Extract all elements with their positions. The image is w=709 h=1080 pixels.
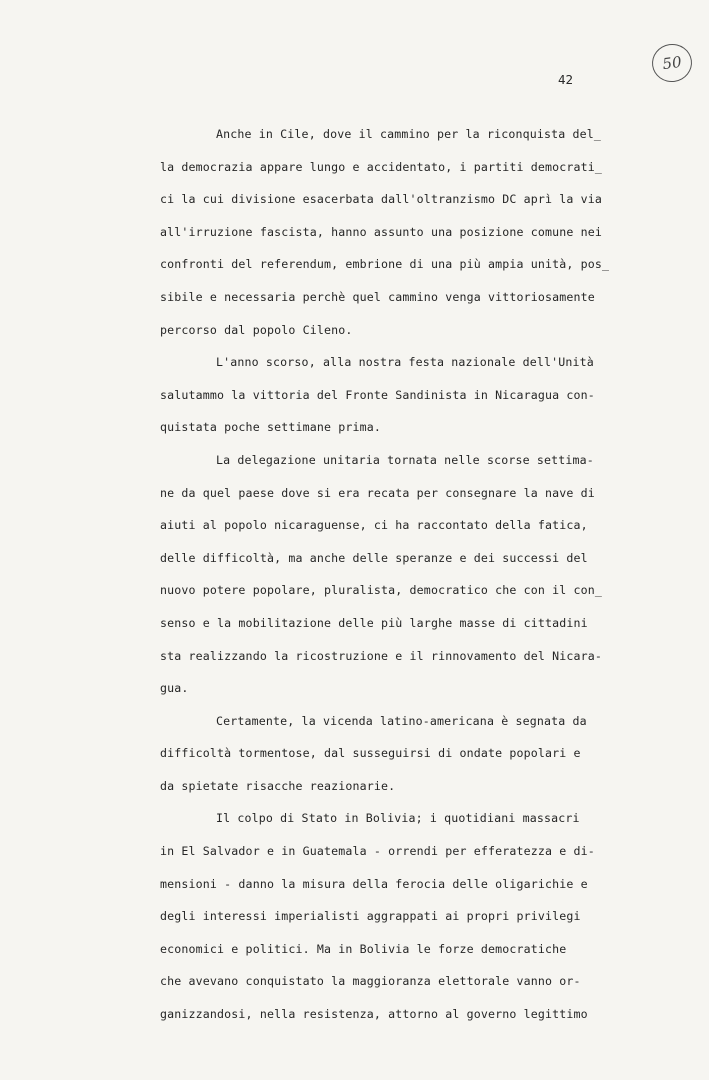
page-stamp: 50 bbox=[650, 41, 695, 84]
text-line: difficoltà tormentose, dal susseguirsi di ondate popolari e bbox=[160, 746, 581, 761]
text-line: confronti del referendum, embrione di una più ampia unità, pos_ bbox=[160, 257, 610, 272]
text-line: aiuti al popolo nicaraguense, ci ha raccontato della fatica, bbox=[160, 518, 588, 533]
text-line: L'anno scorso, alla nostra festa nazionale dell'Unità bbox=[216, 355, 594, 370]
text-line: ganizzandosi, nella resistenza, attorno al governo legittimo bbox=[160, 1007, 588, 1022]
text-line: delle difficoltà, ma anche delle speranze e dei successi del bbox=[160, 550, 588, 565]
text-line: Certamente, la vicenda latino-americana è segnata da bbox=[216, 713, 587, 728]
text-line: la democrazia appare lungo e accidentato, i partiti democrati_ bbox=[160, 159, 603, 174]
text-line: senso e la mobilitazione delle più larghe masse di cittadini bbox=[160, 615, 588, 630]
text-line: in El Salvador e in Guatemala - orrendi per efferatezza e di- bbox=[160, 844, 595, 859]
text-line: sta realizzando la ricostruzione e il rinnovamento del Nicara- bbox=[160, 648, 603, 663]
text-line: percorso dal popolo Cileno. bbox=[160, 322, 353, 337]
text-line: Il colpo di Stato in Bolivia; i quotidiani massacri bbox=[216, 811, 580, 826]
text-line: economici e politici. Ma in Bolivia le forze democratiche bbox=[160, 941, 567, 956]
text-line: Anche in Cile, dove il cammino per la riconquista del_ bbox=[216, 127, 602, 141]
text-line: La delegazione unitaria tornata nelle scorse settima- bbox=[216, 452, 594, 467]
body-text bbox=[160, 118, 610, 1031]
text-line: gua. bbox=[160, 681, 189, 696]
text-line: all'irruzione fascista, hanno assunto una posizione comune nei bbox=[160, 224, 603, 239]
text-line: degli interessi imperialisti aggrappati ai propri privilegi bbox=[160, 909, 581, 924]
text-line: sibile e necessaria perchè quel cammino venga vittoriosamente bbox=[160, 289, 595, 304]
page-number: 42 bbox=[558, 72, 574, 87]
text-line: quistata poche settimane prima. bbox=[160, 420, 382, 435]
text-line: che avevano conquistato la maggioranza elettorale vanno or- bbox=[160, 974, 581, 989]
text-line: nuovo potere popolare, pluralista, democratico che con il con_ bbox=[160, 583, 603, 598]
text-line: da spietate risacche reazionarie. bbox=[160, 778, 396, 793]
text-line: salutammo la vittoria del Fronte Sandinista in Nicaragua con- bbox=[160, 387, 595, 402]
text-line: ci la cui divisione esacerbata dall'oltranzismo DC aprì la via bbox=[160, 192, 603, 207]
text-line: mensioni - danno la misura della ferocia delle oligarichie e bbox=[160, 876, 588, 891]
text-line: ne da quel paese dove si era recata per consegnare la nave di bbox=[160, 485, 595, 500]
